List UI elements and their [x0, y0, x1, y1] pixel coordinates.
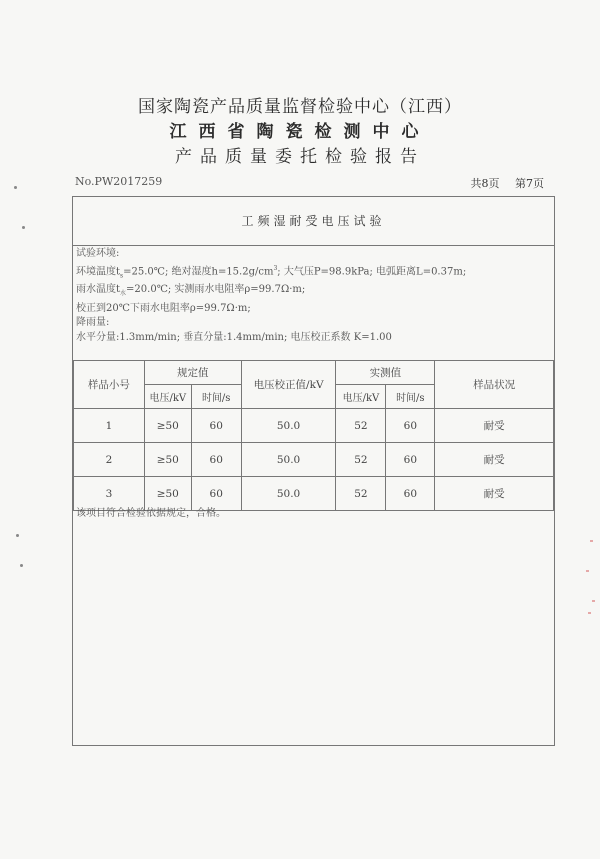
cell-spec-voltage: ≥50 [144, 477, 191, 511]
center-name-line: 国家陶瓷产品质量监督检验中心（江西） [138, 97, 462, 117]
env-line-2: 雨水温度$t_水=20.0℃$; 实测雨水电阻率ρ=99.7Ω·m; [76, 284, 306, 298]
header-sample-no: 样品小号 [74, 361, 145, 409]
cell-status: 耐受 [435, 409, 554, 443]
env-line-5: 水平分量:1.3mm/min; 垂直分量:1.4mm/min; 电压校正系数 K=1.00 [76, 331, 392, 343]
header-corrected-voltage: 电压校正值/kV [241, 361, 336, 409]
subheader-spec-time: 时间/s [191, 385, 241, 409]
cell-corrected: 50.0 [241, 477, 336, 511]
cell-sample-no: 3 [74, 477, 145, 511]
scan-speck [22, 226, 25, 229]
red-stamp-edge [586, 570, 589, 572]
cell-meas-voltage: 52 [336, 409, 386, 443]
header-sample-status: 样品状况 [435, 361, 554, 409]
cell-meas-voltage: 52 [336, 477, 386, 511]
results-table [73, 360, 554, 511]
total-pages: 共8页 [470, 177, 500, 190]
test-environment [76, 247, 466, 345]
cell-sample-no: 1 [74, 409, 145, 443]
env-heading: 试验环境: [76, 248, 120, 259]
subheader-meas-voltage: 电压/kV [336, 385, 386, 409]
table-row [74, 443, 554, 477]
scan-speck [20, 564, 23, 567]
header-specified: 规定值 [144, 361, 241, 385]
subheader-meas-time: 时间/s [386, 385, 435, 409]
current-page: 第7页 [515, 177, 544, 190]
conclusion: 该项目符合检验依据规定，合格。 [76, 508, 226, 519]
cell-status: 耐受 [435, 477, 554, 511]
env-line-4: 降雨量: [76, 317, 110, 329]
cell-sample-no: 2 [74, 443, 145, 477]
report-frame [72, 196, 555, 746]
header-measured: 实测值 [336, 361, 435, 385]
cell-meas-time: 60 [386, 443, 435, 477]
red-stamp-edge [588, 612, 591, 614]
scan-speck [16, 534, 19, 537]
report-number: No.PW2017259 [75, 175, 163, 188]
subheader-spec-voltage: 电压/kV [144, 385, 191, 409]
page-indicator [459, 175, 545, 191]
cell-meas-time: 60 [386, 477, 435, 511]
red-stamp-edge [590, 540, 593, 542]
cell-spec-time: 60 [191, 443, 241, 477]
provincial-center-line: 江西省陶瓷检测中心 [169, 122, 431, 142]
cell-spec-time: 60 [191, 477, 241, 511]
table-row [74, 409, 554, 443]
env-line-3: 校正到20℃下雨水电阻率ρ=99.7Ω·m; [76, 302, 251, 314]
scan-speck [14, 186, 17, 189]
cell-meas-voltage: 52 [336, 443, 386, 477]
cell-corrected: 50.0 [241, 409, 336, 443]
red-stamp-edge [592, 600, 595, 602]
report-title: 产品质量委托检验报告 [175, 147, 425, 167]
cell-meas-time: 60 [386, 409, 435, 443]
cell-spec-time: 60 [191, 409, 241, 443]
env-line-1: 环境温度$t_s=25.0℃$; 绝对湿度$h=15.2g/cm^3$; 大气压P=98.9kPa; 电弧距离L=0.37m; [76, 264, 467, 279]
test-title: 工频湿耐受电压试验 [73, 197, 554, 246]
cell-status: 耐受 [435, 443, 554, 477]
cell-spec-voltage: ≥50 [144, 443, 191, 477]
cell-corrected: 50.0 [241, 443, 336, 477]
cell-spec-voltage: ≥50 [144, 409, 191, 443]
